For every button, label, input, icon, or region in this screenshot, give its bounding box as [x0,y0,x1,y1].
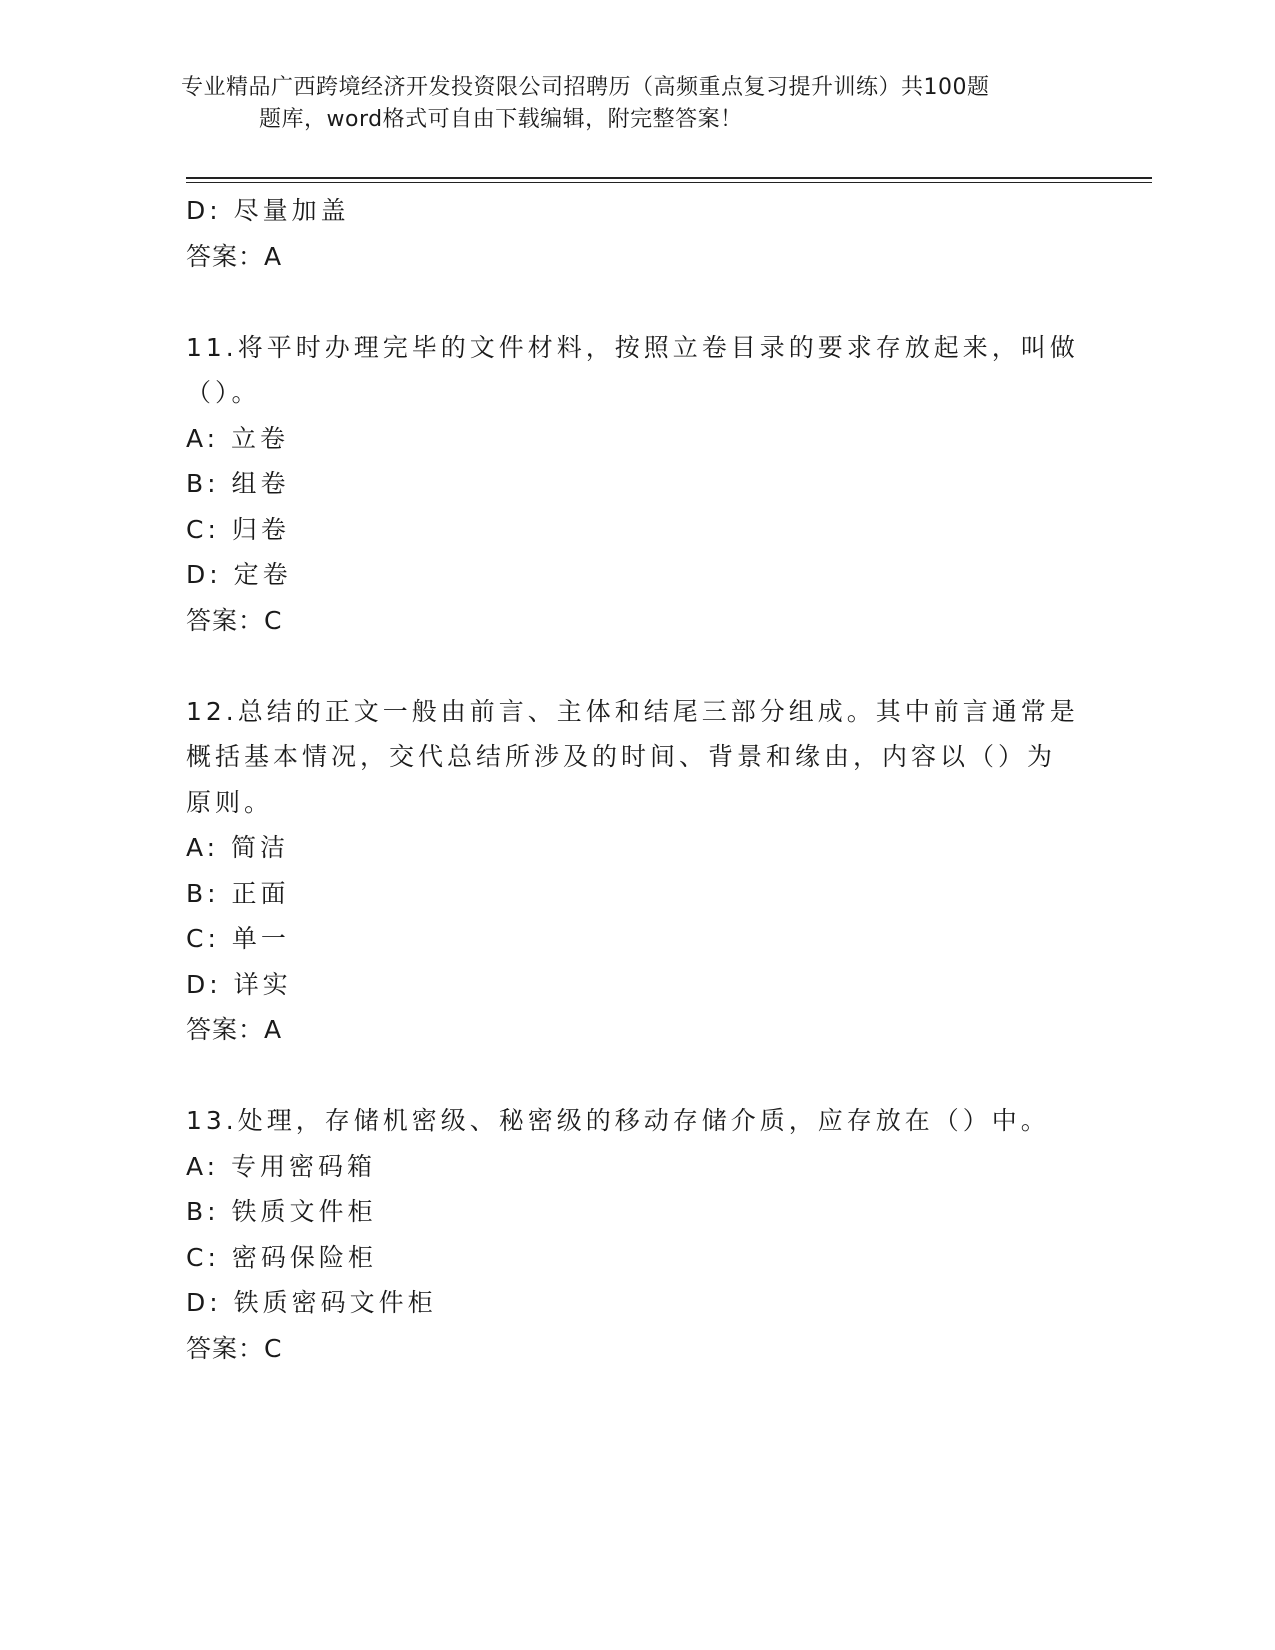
question-11 [186,325,1086,644]
question-text-line1: 13.处理，存储机密级、秘密级的移动存储介质，应存放在（）中。 [186,1106,1050,1135]
question-text-line1: 12.总结的正文一般由前言、主体和结尾三部分组成。其中前言通常是 [186,696,1079,726]
option-a: A: 简洁 [186,833,290,862]
option-c: C: 密码保险柜 [186,1242,377,1272]
question-text-line1: 11.将平时办理完毕的文件材料，按照立卷目录的要求存放起来，叫做 [186,332,1079,362]
answer-line: 答案：A [186,241,283,271]
spacer [186,643,1086,689]
spacer [186,279,1086,325]
answer-line: 答案：C [186,1333,283,1363]
question-text-line2: （）。 [186,378,261,407]
option-d: D: 定卷 [186,560,292,589]
header-title-line1: 专业精品广西跨境经济开发投资限公司招聘历（高频重点复习提升训练）共100题 [181,75,990,100]
option-b: B: 组卷 [186,469,290,498]
question-13 [186,1098,1086,1371]
option-c: C: 归卷 [186,514,290,544]
header-rule-thin [186,182,1152,183]
header-rule-thick [186,177,1152,179]
option-d: D: 详实 [186,969,292,999]
option-d: D: 铁质密码文件柜 [186,1288,437,1317]
answer-line: 答案：C [186,605,283,635]
option-b: B: 正面 [186,878,290,908]
question-12 [186,689,1086,1053]
option-a: A: 专用密码箱 [186,1151,377,1181]
question-text-line3: 原则。 [186,787,274,817]
document-header [181,72,1061,136]
option-b: B: 铁质文件柜 [186,1197,377,1226]
question-text-line2: 概括基本情况，交代总结所涉及的时间、背景和缘由，内容以（）为 [186,742,1057,771]
answer-line: 答案：A [186,1015,283,1044]
option-a: A: 立卷 [186,423,290,453]
previous-question-tail [186,188,1086,279]
option-c: C: 单一 [186,924,290,953]
option-d: D: 尽量加盖 [186,196,350,225]
header-title-line2: 题库，word格式可自由下载编辑，附完整答案！ [259,107,743,132]
spacer [186,1053,1086,1099]
question-list [186,188,1086,1371]
